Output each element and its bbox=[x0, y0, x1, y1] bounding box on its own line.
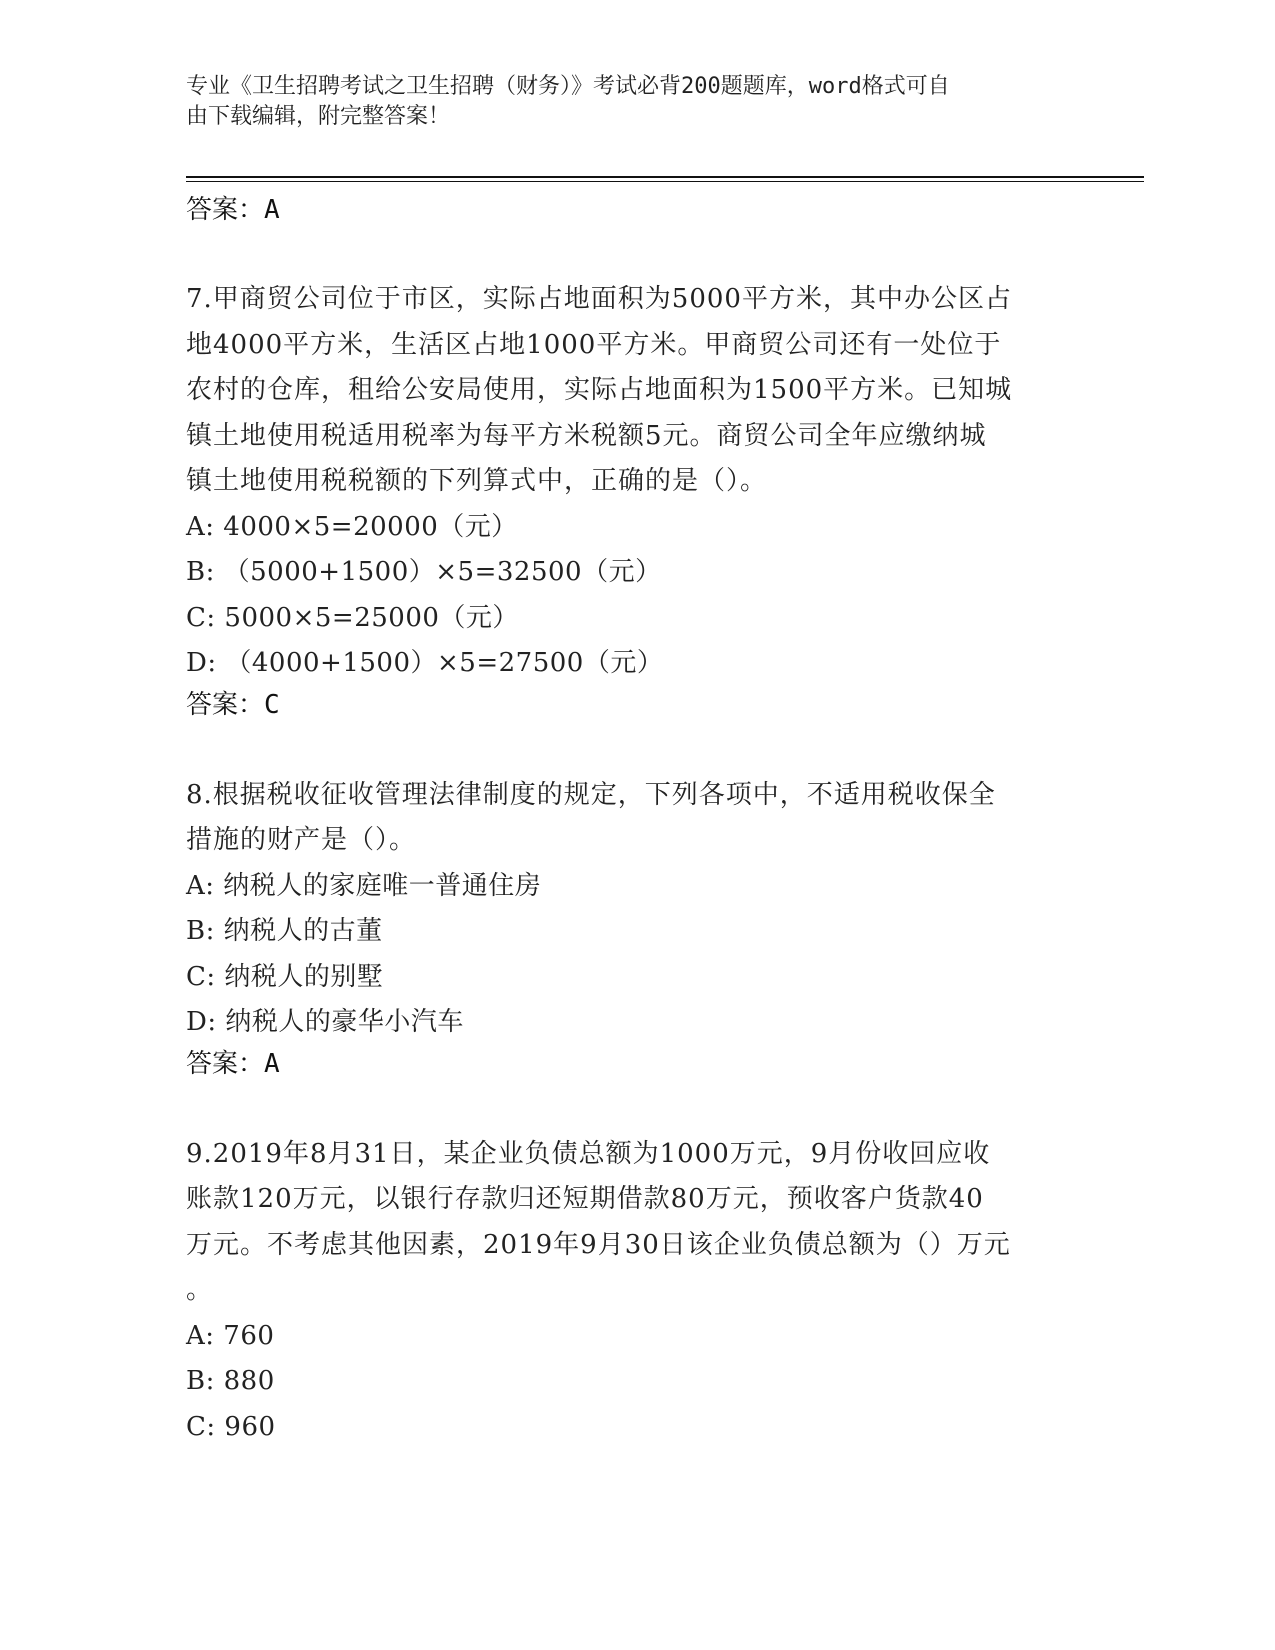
question-content bbox=[186, 192, 1086, 1450]
question-8-line-1: 8.根据税收征收管理法律制度的规定，下列各项中，不适用税收保全 bbox=[186, 779, 996, 810]
header-rule-thick bbox=[186, 176, 1144, 178]
question-9-line-1: 9.2019年8月31日，某企业负债总额为1000万元，9月份收回应收 bbox=[186, 1138, 991, 1169]
question-7-line-3: 农村的仓库，租给公安局使用，实际占地面积为1500平方米。已知城 bbox=[186, 375, 1013, 405]
question-7 bbox=[186, 277, 1086, 723]
question-9 bbox=[186, 1132, 1086, 1451]
question-8-option-d: D: 纳税人的豪华小汽车 bbox=[186, 1007, 464, 1037]
page-header bbox=[186, 72, 1066, 132]
question-7-option-a: A: 4000×5=20000（元） bbox=[186, 511, 518, 542]
question-9-option-b: B: 880 bbox=[186, 1366, 275, 1396]
question-7-answer: 答案：C bbox=[186, 689, 280, 720]
question-7-line-4: 镇土地使用税适用税率为每平方米税额5元。商贸公司全年应缴纳城 bbox=[186, 420, 987, 451]
question-7-option-b: B: （5000+1500）×5=32500（元） bbox=[186, 557, 662, 587]
question-9-option-a: A: 760 bbox=[186, 1320, 275, 1351]
header-line-2: 由下载编辑，附完整答案！ bbox=[186, 104, 451, 129]
question-9-line-2: 账款120万元，以银行存款归还短期借款80万元，预收客户货款40 bbox=[186, 1184, 984, 1214]
question-7-option-d: D: （4000+1500）×5=27500（元） bbox=[186, 648, 664, 678]
question-8-option-a: A: 纳税人的家庭唯一普通住房 bbox=[186, 870, 542, 901]
question-8-option-c: C: 纳税人的别墅 bbox=[186, 961, 384, 992]
question-7-line-5: 镇土地使用税税额的下列算式中，正确的是（）。 bbox=[186, 466, 768, 496]
question-8 bbox=[186, 773, 1086, 1082]
question-7-line-2: 地4000平方米，生活区占地1000平方米。甲商贸公司还有一处位于 bbox=[186, 329, 1002, 360]
answer-previous: 答案：A bbox=[186, 195, 280, 225]
question-8-line-2: 措施的财产是（）。 bbox=[186, 825, 417, 855]
header-line-1: 专业《卫生招聘考试之卫生招聘（财务）》考试必背200题题库，word格式可自 bbox=[186, 74, 950, 99]
header-rule-thin bbox=[186, 181, 1144, 182]
question-9-option-c: C: 960 bbox=[186, 1411, 276, 1442]
question-7-line-1: 7.甲商贸公司位于市区，实际占地面积为5000平方米，其中办公区占 bbox=[186, 284, 1012, 314]
question-9-line-3: 万元。不考虑其他因素，2019年9月30日该企业负债总额为（）万元 bbox=[186, 1229, 1011, 1260]
question-9-line-4: 。 bbox=[186, 1275, 214, 1305]
question-8-option-b: B: 纳税人的古董 bbox=[186, 916, 383, 946]
question-8-answer: 答案：A bbox=[186, 1048, 280, 1079]
question-7-option-c: C: 5000×5=25000（元） bbox=[186, 602, 519, 633]
